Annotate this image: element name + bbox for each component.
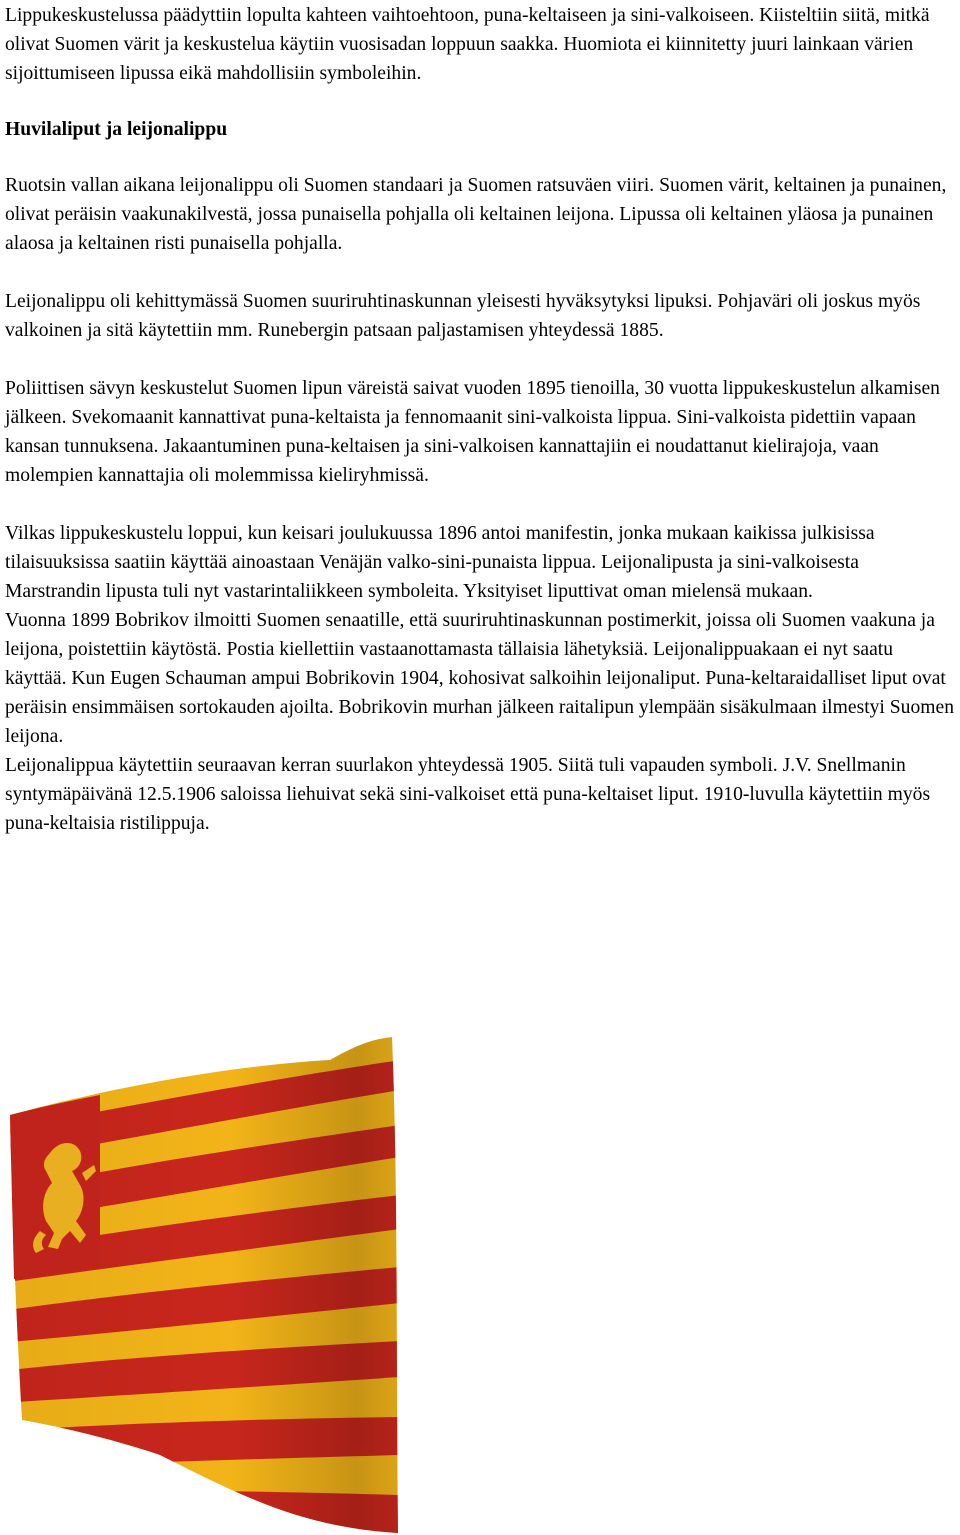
section-heading: Huvilaliput ja leijonalippu [5, 119, 228, 140]
paragraph-lion-flag: Leijonalippu oli kehittymässä Suomen suuriruhtinaskunnan yleisesti hyväksytyksi lipuksi. Pohjaväri oli joskus myös valkoinen ja sitä käytettiin mm. Runebergin patsaan paljastamisen yhteydessä 1885. [5, 291, 921, 341]
paragraph-intro: Lippukeskustelussa päädyttiin lopulta kahteen vaihtoehtoon, puna-keltaiseen ja sini-valkoiseen. Kiisteltiin siitä, mitkä olivat Suomen värit ja keskustelua käytiin vuosisadan loppuun saakka. Huomiota ei kiinnitetty juuri lainkaan värien sijoittumiseen lipussa eikä mahdollisiin symboleihin. [5, 5, 930, 84]
paragraph-swedish-rule: Ruotsin vallan aikana leijonalippu oli Suomen standaari ja Suomen ratsuväen viiri. Suomen värit, keltainen ja punainen, olivat peräisin vaakunakilvestä, jossa punaisella pohjalla oli keltainen leijona. Lipussa oli keltainen yläosa ja punainen alaosa ja keltainen risti punaisella pohjalla. [5, 175, 947, 254]
paragraph-political: Poliittisen sävyn keskustelut Suomen lipun väreistä saivat vuoden 1895 tienoilla, 30 vuotta lippukeskustelun alkamisen jälkeen. Svekomaanit kannattivat puna-keltaista ja fennomaanit sini-valkoista lippua. Sini-valkoista pidettiin vapaan kansan tunnuksena. Jakaantuminen puna-keltaisen ja sini-valkoisen kannattajiin ei noudattanut kielirajoja, vaan molempien kannattajia oli molemmissa kieliryhmissä. [5, 378, 940, 486]
document-body [5, 0, 955, 838]
paragraph-bobrikov: Vuonna 1899 Bobrikov ilmoitti Suomen senaatille, että suuriruhtinaskunnan postimerkit, joissa oli Suomen vaakuna ja leijona, poistettiin käytöstä. Postia kiellettiin vastaanottamasta tällaisia lähetyksiä. Leijonalippuakaan ei nyt saatu käyttää. Kun Eugen Schauman ampui Bobrikovin 1904, kohosivat salkoihin leijonaliput. Puna-keltaraidalliset liput ovat peräisin ensimmäisen sortokauden ajoilta. Bobrikovin murhan jälkeen raitalipun ylempään sisäkulmaan ilmestyi Suomen leijona. [5, 610, 954, 747]
paragraph-manifesto: Vilkas lippukeskustelu loppui, kun keisari joulukuussa 1896 antoi manifestin, jonka mukaan kaikissa julkisissa tilaisuuksissa saatiin käyttää ainoastaan Venäjän valko-sini-punaista lippua. Leijonalipusta ja sini-valkoisesta Marstrandin lipusta tuli nyt vastarintaliikkeen symboleita. Yksityiset liputtivat oman mielensä mukaan. [5, 523, 875, 602]
flag-canton [10, 1095, 100, 1279]
lion-flag-photo [0, 1035, 960, 1535]
paragraph-general-strike: Leijonalippua käytettiin seuraavan kerran suurlakon yhteydessä 1905. Siitä tuli vapauden symboli. J.V. Snellmanin syntymäpäivänä 12.5.1906 saloissa liehuivat sekä sini-valkoiset että puna-keltaiset liput. 1910-luvulla käytettiin myös puna-keltaisia ristilippuja. [5, 755, 931, 834]
